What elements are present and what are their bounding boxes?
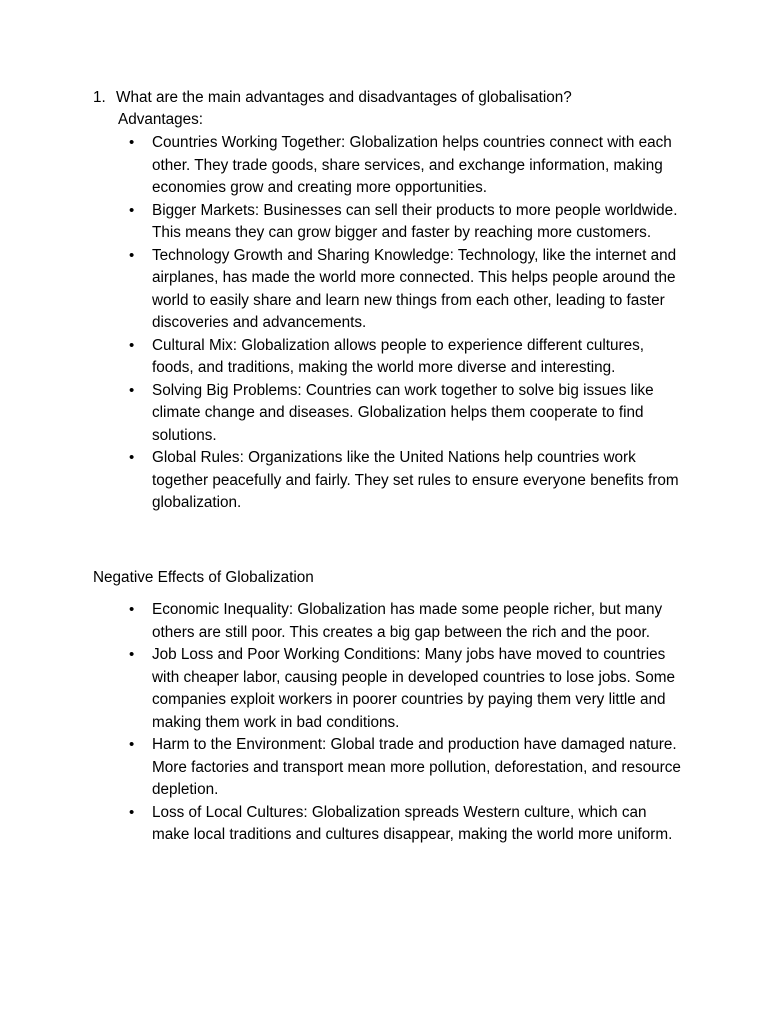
bullet-icon: • <box>129 246 135 264</box>
advantages-heading: Advantages: <box>118 111 204 128</box>
list-item <box>129 200 682 245</box>
list-item-text: Harm to the Environment: Global trade and production have damaged nature. More factories and transport mean more pollution, deforestation, and resource depletion. <box>152 736 681 798</box>
list-item-text: Global Rules: Organizations like the United Nations help countries work together peacefully and fairly. They set rules to ensure everyone benefits from globalization. <box>152 449 679 511</box>
list-item-text: Countries Working Together: Globalization helps countries connect with each other. They trade goods, share services, and exchange information, making economies grow and creating more opportunities. <box>152 134 672 196</box>
list-item <box>129 132 682 200</box>
bullet-icon: • <box>129 646 135 663</box>
list-item <box>129 644 682 734</box>
negatives-list <box>129 599 682 847</box>
list-item-text: Technology Growth and Sharing Knowledge: Technology, like the internet and airplanes, has made the world more connected. This helps people around the world to easily share and learn new things from each other, leading to faster discoveries and advancements. <box>152 246 677 331</box>
bullet-icon: • <box>129 803 135 821</box>
bullet-icon: • <box>129 336 135 354</box>
question-text: What are the main advantages and disadvantages of globalisation? <box>116 89 572 106</box>
negatives-heading: Negative Effects of Globalization <box>93 569 314 586</box>
list-item <box>129 802 682 847</box>
list-item-text: Job Loss and Poor Working Conditions: Many jobs have moved to countries with cheaper labor, causing people in developed countries to lose jobs. Some companies exploit workers in poorer countries by paying them very little and making them work in bad conditions. <box>152 646 675 731</box>
list-item-text: Loss of Local Cultures: Globalization spreads Western culture, which can make local traditions and cultures disappear, making the world more uniform. <box>152 803 673 843</box>
bullet-icon: • <box>129 134 135 151</box>
list-item <box>129 380 682 448</box>
bullet-icon: • <box>129 381 135 399</box>
list-item-text: Solving Big Problems: Countries can work together to solve big issues like climate change and diseases. Globalization helps them cooperate to find solutions. <box>152 381 654 444</box>
list-item <box>129 599 682 644</box>
bullet-icon: • <box>129 201 135 219</box>
list-item-text: Economic Inequality: Globalization has made some people richer, but many others are still poor. This creates a big gap between the rich and the poor. <box>152 601 663 641</box>
list-item-text: Cultural Mix: Globalization allows people to experience different cultures, foods, and traditions, making the world more diverse and interesting. <box>152 336 645 376</box>
advantages-list <box>129 132 682 515</box>
bullet-icon: • <box>129 601 135 618</box>
bullet-icon: • <box>129 736 135 753</box>
list-item <box>129 335 682 380</box>
list-item <box>129 447 682 515</box>
list-item-text: Bigger Markets: Businesses can sell their products to more people worldwide. This means they can grow bigger and faster by reaching more customers. <box>152 201 678 241</box>
bullet-icon: • <box>129 449 135 466</box>
question-number: 1. <box>93 89 106 106</box>
list-item <box>129 734 682 802</box>
list-item <box>129 245 682 335</box>
